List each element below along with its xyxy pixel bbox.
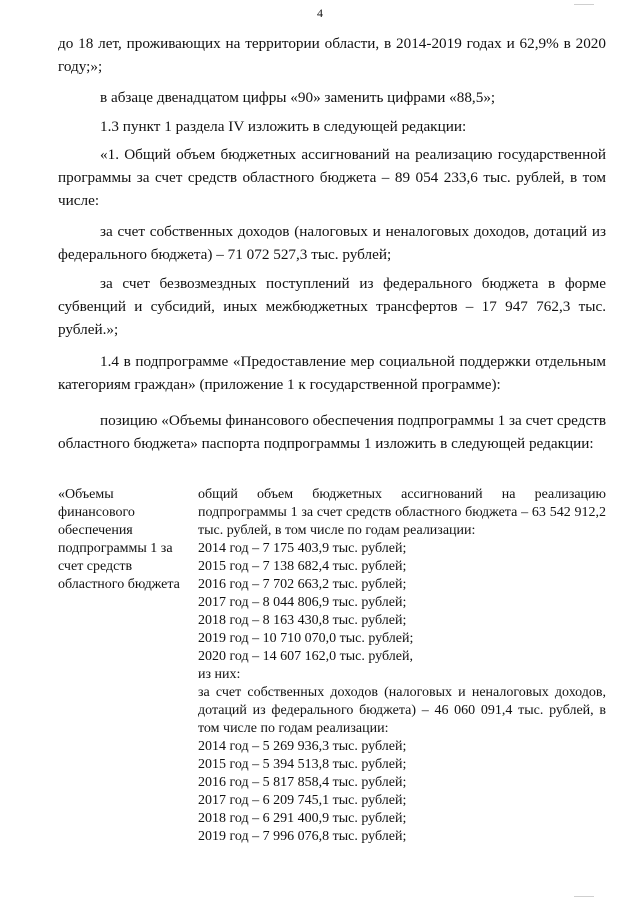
year-total-2014: 2014 год – 7 175 403,9 тыс. рублей; xyxy=(198,541,407,556)
paragraph-2: в абзаце двенадцатом цифры «90» заменить цифрами «88,5»; xyxy=(100,89,496,106)
year-total-2017: 2017 год – 8 044 806,9 тыс. рублей; xyxy=(198,595,407,610)
year-own-2014: 2014 год – 5 269 936,3 тыс. рублей; xyxy=(198,739,407,754)
of-them-label: из них: xyxy=(198,667,241,682)
year-own-2018: 2018 год – 6 291 400,9 тыс. рублей; xyxy=(198,811,407,826)
passport-label: «Объемы финансового обеспечения подпрограммы 1 за счет средств областного бюджета xyxy=(58,487,180,592)
scan-artifact-bottom xyxy=(574,896,594,897)
year-total-2015: 2015 год – 7 138 682,4 тыс. рублей; xyxy=(198,559,407,574)
paragraph-4: «1. Общий объем бюджетных ассигнований на реализацию государственной программы за счет средств областного бюджета – 89 054 233,6 тыс. рублей, в том числе: xyxy=(58,146,606,209)
paragraph-6: за счет безвозмездных поступлений из федерального бюджета в форме субвенций и субсидий, иных межбюджетных трансфертов – 17 947 762,3 тыс. рублей.»; xyxy=(58,275,606,338)
paragraph-1: до 18 лет, проживающих на территории области, в 2014-2019 годах и 62,9% в 2020 году;»; xyxy=(58,35,606,75)
year-total-2016: 2016 год – 7 702 663,2 тыс. рублей; xyxy=(198,577,407,592)
year-total-2019: 2019 год – 10 710 070,0 тыс. рублей; xyxy=(198,631,414,646)
passport-intro: общий объем бюджетных ассигнований на реализацию подпрограммы 1 за счет средств областного бюджета – 63 542 912,2 тыс. рублей, в том числе по годам реализации: xyxy=(198,487,606,538)
year-total-2020: 2020 год – 14 607 162,0 тыс. рублей, xyxy=(198,649,413,664)
year-own-2017: 2017 год – 6 209 745,1 тыс. рублей; xyxy=(198,793,407,808)
paragraph-5: за счет собственных доходов (налоговых и неналоговых доходов, дотаций из федерального бюджета) – 71 072 527,3 тыс. рублей; xyxy=(58,223,606,263)
paragraph-8: позицию «Объемы финансового обеспечения подпрограммы 1 за счет средств областного бюджета» паспорта подпрограммы 1 изложить в следующей редакции: xyxy=(58,412,606,452)
scan-artifact-top xyxy=(574,4,594,5)
own-income-text: за счет собственных доходов (налоговых и неналоговых доходов, дотаций из федерального бюджета) – 46 060 091,4 тыс. рублей, в том числе по годам реализации: xyxy=(198,685,606,736)
page-number: 4 xyxy=(317,6,323,20)
year-own-2015: 2015 год – 5 394 513,8 тыс. рублей; xyxy=(198,757,407,772)
paragraph-3: 1.3 пункт 1 раздела IV изложить в следующей редакции: xyxy=(100,118,467,135)
year-total-2018: 2018 год – 8 163 430,8 тыс. рублей; xyxy=(198,613,407,628)
year-own-2016: 2016 год – 5 817 858,4 тыс. рублей; xyxy=(198,775,407,790)
passport-value xyxy=(198,486,606,846)
year-own-2019: 2019 год – 7 996 076,8 тыс. рублей; xyxy=(198,829,407,844)
paragraph-7: 1.4 в подпрограмме «Предоставление мер социальной поддержки отдельным категориям граждан» (приложение 1 к государственной программе): xyxy=(58,353,606,393)
